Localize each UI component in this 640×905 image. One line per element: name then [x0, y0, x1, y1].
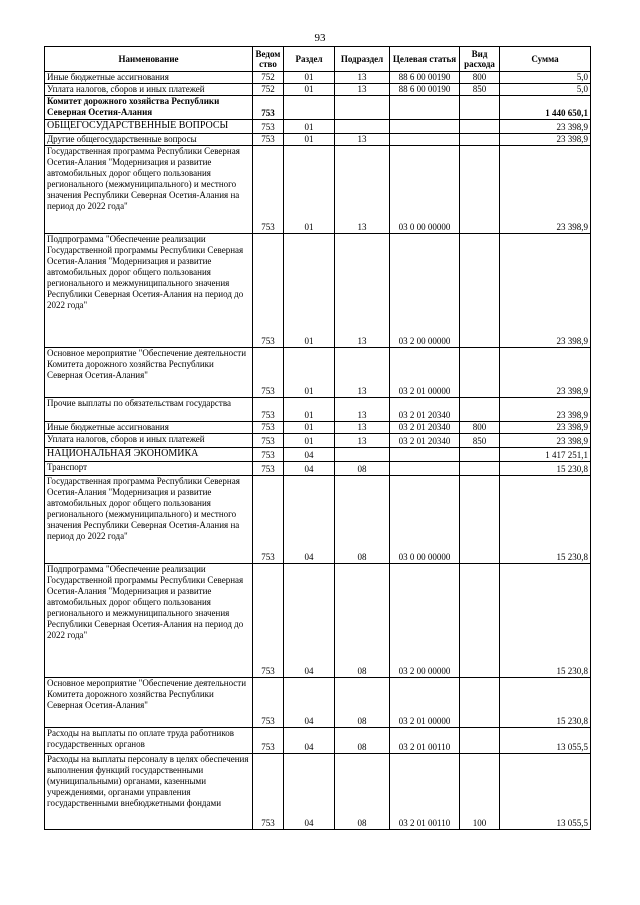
- cell-ved: 753: [253, 678, 284, 728]
- cell-razdel: 01: [284, 422, 335, 434]
- cell-ved: 753: [253, 120, 284, 134]
- cell-ved: 753: [253, 462, 284, 476]
- header-podrazdel: Подраздел: [335, 47, 390, 72]
- header-vid: Вид расхода: [460, 47, 500, 72]
- cell-razdel: 04: [284, 476, 335, 564]
- cell-name: Другие общегосударственные вопросы: [45, 134, 253, 146]
- cell-summa: 23 398,9: [500, 146, 591, 234]
- cell-ved: 753: [253, 448, 284, 462]
- cell-razdel: 01: [284, 134, 335, 146]
- page-number: 93: [314, 32, 326, 44]
- cell-podrazdel: 08: [335, 564, 390, 678]
- cell-summa: 23 398,9: [500, 422, 591, 434]
- cell-celevaya: 03 2 01 00000: [390, 678, 460, 728]
- cell-name: Расходы на выплаты персоналу в целях обеспечения выполнения функций государственными (муниципальными) органами, казенными учреждениями, органами управления государственными внебюджетными фондами: [45, 754, 253, 830]
- cell-vid: [460, 462, 500, 476]
- cell-celevaya: 03 2 01 20340: [390, 422, 460, 434]
- cell-name: Иные бюджетные ассигнования: [45, 422, 253, 434]
- cell-summa: 1 417 251,1: [500, 448, 591, 462]
- cell-podrazdel: 13: [335, 434, 390, 448]
- cell-celevaya: 03 2 00 00000: [390, 564, 460, 678]
- cell-razdel: 01: [284, 146, 335, 234]
- cell-name: Транспорт: [45, 462, 253, 476]
- cell-ved: 752: [253, 84, 284, 96]
- table-row: [45, 754, 591, 830]
- table-row: [45, 348, 591, 398]
- cell-vid: [460, 120, 500, 134]
- cell-celevaya: 88 6 00 00190: [390, 84, 460, 96]
- cell-podrazdel: [335, 448, 390, 462]
- cell-celevaya: 03 2 01 20340: [390, 398, 460, 422]
- cell-razdel: 04: [284, 754, 335, 830]
- cell-podrazdel: 08: [335, 678, 390, 728]
- cell-razdel: 04: [284, 564, 335, 678]
- cell-name: Иные бюджетные ассигнования: [45, 72, 253, 84]
- cell-podrazdel: 08: [335, 462, 390, 476]
- cell-celevaya: 03 0 00 00000: [390, 146, 460, 234]
- cell-ved: 753: [253, 434, 284, 448]
- cell-vid: [460, 398, 500, 422]
- cell-name: Подпрограмма "Обеспечение реализации Государственной программы Республики Северная Осетия-Алания "Модернизация и развитие автомобильных дорог общего пользования регионального и межмуниципального значения Республики Северная Осетия-Алания на период до 2022 года": [45, 564, 253, 678]
- table-row: [45, 96, 591, 120]
- table-row: [45, 448, 591, 462]
- cell-name: НАЦИОНАЛЬНАЯ ЭКОНОМИКА: [45, 448, 253, 462]
- table-row: [45, 564, 591, 678]
- cell-vid: [460, 564, 500, 678]
- table-row: [45, 84, 591, 96]
- cell-razdel: 01: [284, 398, 335, 422]
- cell-summa: 13 055,5: [500, 754, 591, 830]
- cell-summa: 5,0: [500, 72, 591, 84]
- cell-razdel: 01: [284, 72, 335, 84]
- cell-celevaya: 03 2 01 00110: [390, 754, 460, 830]
- cell-vid: 800: [460, 72, 500, 84]
- cell-vid: [460, 476, 500, 564]
- table-row: [45, 476, 591, 564]
- cell-podrazdel: [335, 120, 390, 134]
- table-row: [45, 146, 591, 234]
- cell-celevaya: [390, 96, 460, 120]
- cell-podrazdel: 13: [335, 398, 390, 422]
- cell-podrazdel: 13: [335, 134, 390, 146]
- cell-name: Государственная программа Республики Северная Осетия-Алания "Модернизация и развитие автомобильных дорог общего пользования регионального (межмуниципального) и местного значения Республики Северная Осетия-Алания на период до 2022 года": [45, 476, 253, 564]
- header-razdel: Раздел: [284, 47, 335, 72]
- cell-ved: 752: [253, 72, 284, 84]
- cell-razdel: 04: [284, 728, 335, 754]
- cell-celevaya: 03 2 01 20340: [390, 434, 460, 448]
- cell-razdel: 01: [284, 234, 335, 348]
- cell-celevaya: [390, 448, 460, 462]
- cell-summa: 23 398,9: [500, 398, 591, 422]
- cell-podrazdel: 08: [335, 754, 390, 830]
- cell-name: Основное мероприятие "Обеспечение деятельности Комитета дорожного хозяйства Республики Северная Осетия-Алания": [45, 678, 253, 728]
- table-row: [45, 134, 591, 146]
- cell-vid: [460, 448, 500, 462]
- cell-ved: 753: [253, 422, 284, 434]
- cell-vid: 850: [460, 84, 500, 96]
- table-row: [45, 234, 591, 348]
- cell-ved: 753: [253, 96, 284, 120]
- cell-razdel: 04: [284, 678, 335, 728]
- cell-celevaya: 03 0 00 00000: [390, 476, 460, 564]
- budget-table: [44, 46, 591, 830]
- cell-name: Прочие выплаты по обязательствам государства: [45, 398, 253, 422]
- cell-vid: [460, 134, 500, 146]
- cell-razdel: 01: [284, 84, 335, 96]
- header-summa: Сумма: [500, 47, 591, 72]
- cell-summa: 15 230,8: [500, 476, 591, 564]
- cell-ved: 753: [253, 134, 284, 146]
- cell-podrazdel: 13: [335, 422, 390, 434]
- cell-name: Уплата налогов, сборов и иных платежей: [45, 84, 253, 96]
- cell-name: Подпрограмма "Обеспечение реализации Государственной программы Республики Северная Осетия-Алания "Модернизация и развитие автомобильных дорог общего пользования регионального и межмуниципального значения Республики Северная Осетия-Алания на период до 2022 года": [45, 234, 253, 348]
- header-name: Наименование: [45, 47, 253, 72]
- cell-podrazdel: 08: [335, 728, 390, 754]
- table-row: [45, 398, 591, 422]
- cell-ved: 753: [253, 754, 284, 830]
- cell-summa: 23 398,9: [500, 348, 591, 398]
- cell-name: Уплата налогов, сборов и иных платежей: [45, 434, 253, 448]
- cell-summa: 13 055,5: [500, 728, 591, 754]
- cell-name: Расходы на выплаты по оплате труда работников государственных органов: [45, 728, 253, 754]
- cell-summa: 15 230,8: [500, 564, 591, 678]
- cell-summa: 23 398,9: [500, 134, 591, 146]
- cell-podrazdel: 08: [335, 476, 390, 564]
- cell-summa: 15 230,8: [500, 462, 591, 476]
- header-celevaya: Целевая статья: [390, 47, 460, 72]
- cell-ved: 753: [253, 348, 284, 398]
- table-row: [45, 120, 591, 134]
- cell-vid: 850: [460, 434, 500, 448]
- cell-ved: 753: [253, 234, 284, 348]
- table-row: [45, 434, 591, 448]
- cell-celevaya: 88 6 00 00190: [390, 72, 460, 84]
- table-row: [45, 462, 591, 476]
- cell-vid: [460, 146, 500, 234]
- cell-summa: 15 230,8: [500, 678, 591, 728]
- cell-vid: [460, 348, 500, 398]
- cell-razdel: 04: [284, 448, 335, 462]
- cell-name: Комитет дорожного хозяйства Республики Северная Осетия-Алания: [45, 96, 253, 120]
- header-ved: Ведом ство: [253, 47, 284, 72]
- cell-name: ОБЩЕГОСУДАРСТВЕННЫЕ ВОПРОСЫ: [45, 120, 253, 134]
- cell-name: Основное мероприятие "Обеспечение деятельности Комитета дорожного хозяйства Республики Северная Осетия-Алания": [45, 348, 253, 398]
- cell-summa: 23 398,9: [500, 234, 591, 348]
- cell-podrazdel: [335, 96, 390, 120]
- table-row: [45, 422, 591, 434]
- cell-podrazdel: 13: [335, 348, 390, 398]
- cell-ved: 753: [253, 728, 284, 754]
- cell-razdel: [284, 96, 335, 120]
- cell-vid: [460, 96, 500, 120]
- cell-vid: 800: [460, 422, 500, 434]
- cell-vid: [460, 678, 500, 728]
- cell-summa: 1 440 650,1: [500, 96, 591, 120]
- cell-ved: 753: [253, 398, 284, 422]
- cell-vid: [460, 234, 500, 348]
- cell-summa: 23 398,9: [500, 434, 591, 448]
- cell-vid: 100: [460, 754, 500, 830]
- table-row: [45, 728, 591, 754]
- cell-celevaya: [390, 134, 460, 146]
- cell-ved: 753: [253, 564, 284, 678]
- cell-podrazdel: 13: [335, 84, 390, 96]
- cell-razdel: 01: [284, 434, 335, 448]
- cell-name: Государственная программа Республики Северная Осетия-Алания "Модернизация и развитие автомобильных дорог общего пользования регионального (межмуниципального) и местного значения Республики Северная Осетия-Алания на период до 2022 года": [45, 146, 253, 234]
- cell-podrazdel: 13: [335, 72, 390, 84]
- cell-summa: 5,0: [500, 84, 591, 96]
- cell-razdel: 01: [284, 120, 335, 134]
- cell-celevaya: 03 2 01 00000: [390, 348, 460, 398]
- cell-celevaya: [390, 462, 460, 476]
- cell-podrazdel: 13: [335, 234, 390, 348]
- cell-ved: 753: [253, 476, 284, 564]
- cell-razdel: 04: [284, 462, 335, 476]
- table-header-row: [45, 47, 591, 72]
- cell-ved: 753: [253, 146, 284, 234]
- cell-celevaya: [390, 120, 460, 134]
- cell-vid: [460, 728, 500, 754]
- cell-podrazdel: 13: [335, 146, 390, 234]
- cell-celevaya: 03 2 01 00110: [390, 728, 460, 754]
- cell-razdel: 01: [284, 348, 335, 398]
- table-row: [45, 678, 591, 728]
- table-row: [45, 72, 591, 84]
- cell-celevaya: 03 2 00 00000: [390, 234, 460, 348]
- cell-summa: 23 398,9: [500, 120, 591, 134]
